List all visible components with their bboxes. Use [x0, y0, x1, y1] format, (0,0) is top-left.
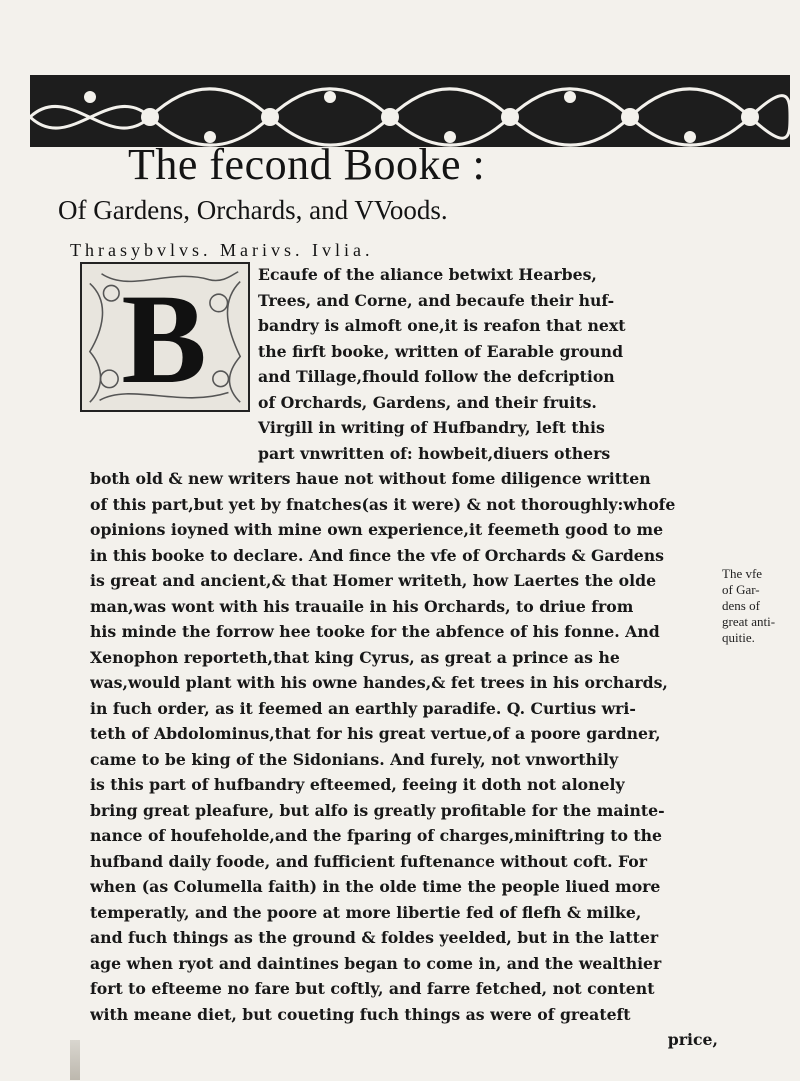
text-line: temperatly, and the poore at more libertie fed of flefh & milke, [90, 902, 642, 922]
initial-letter: B [121, 268, 207, 410]
text-line: age when ryot and daintines began to come in, and the wealthier [90, 953, 662, 973]
text-line: in this booke to declare. And fince the vfe of Orchards & Gardens [90, 545, 665, 565]
text-line: the firft booke, written of Earable ground [258, 341, 624, 361]
text-line: fort to efteeme no fare but coftly, and farre fetched, not content [90, 979, 655, 998]
margin-note-line: great anti- [722, 614, 776, 629]
body-text [90, 262, 718, 1053]
text-line: is this part of hufbandry efteemed, feeing it doth not alonely [90, 775, 625, 794]
text-line: both old & new writers haue not without fome diligence written [90, 469, 651, 488]
text-line: Virgill in writing of Hufbandry, left this [258, 418, 605, 437]
text-line: Ecaufe of the aliance betwixt Hearbes, [258, 265, 597, 284]
text-line: of Orchards, Gardens, and their fruits. [258, 392, 597, 412]
text-line: Trees, and Corne, and becaufe their huf- [258, 290, 615, 310]
catchword: price, [667, 1030, 718, 1049]
text-line: bring great pleafure, but alfo is greatly profitable for the mainte- [90, 800, 665, 820]
margin-note-line: quitie. [722, 630, 755, 645]
book-subtitle: Of Gardens, Orchards, and VVoods. [58, 195, 448, 225]
text-line: man,was wont with his trauaile in his Orchards, to driue from [90, 596, 634, 616]
margin-note-line: of Gar- [722, 582, 760, 597]
text-line: and fuch things as the ground & foldes yeelded, but in the latter [90, 928, 659, 947]
text-line: bandry is almoft one,it is reafon that next [258, 316, 626, 335]
text-line: came to be king of the Sidonians. And furely, not vnworthily [90, 749, 619, 769]
margin-note-line: dens of [722, 598, 760, 613]
text-line: with meane diet, but coueting fuch things as were of greateft [90, 1004, 631, 1024]
text-line: nance of houfeholde,and the fparing of charges,miniftring to the [90, 826, 663, 845]
text-line: when (as Columella faith) in the olde time the people liued more [90, 877, 661, 896]
text-line: in fuch order, as it feemed an earthly paradife. Q. Curtius wri- [90, 698, 636, 718]
authors-line: Thrasybvlvs. Marivs. Ivlia. [70, 240, 374, 260]
text-line: is great and ancient,& that Homer writeth, how Laertes the olde [90, 571, 657, 590]
text-line: hufband daily foode, and fufficient fuftenance without coft. For [90, 851, 648, 871]
text-line: opinions ioyned with mine own experience,it feemeth good to me [90, 520, 664, 539]
margin-note [722, 566, 794, 646]
text-line: Xenophon reporteth,that king Cyrus, as great a prince as he [90, 647, 620, 667]
margin-note-line: The vfe [722, 566, 763, 581]
text-line: and Tillage,fhould follow the defcription [258, 367, 615, 386]
text-line: teth of Abdolominus,that for his great vertue,of a poore gardner, [90, 724, 661, 743]
page-edge-shadow [70, 1040, 80, 1080]
text-line: of this part,but yet by fnatches(as it were) & not thoroughly:whofe [90, 494, 676, 514]
book-title: The fecond Booke : [128, 140, 486, 189]
text-line: was,would plant with his owne handes,& fet trees in his orchards, [90, 673, 668, 692]
text-line: his minde the forrow hee tooke for the abfence of his fonne. And [90, 622, 660, 641]
text-line: part vnwritten of: howbeit,diuers others [258, 443, 611, 463]
